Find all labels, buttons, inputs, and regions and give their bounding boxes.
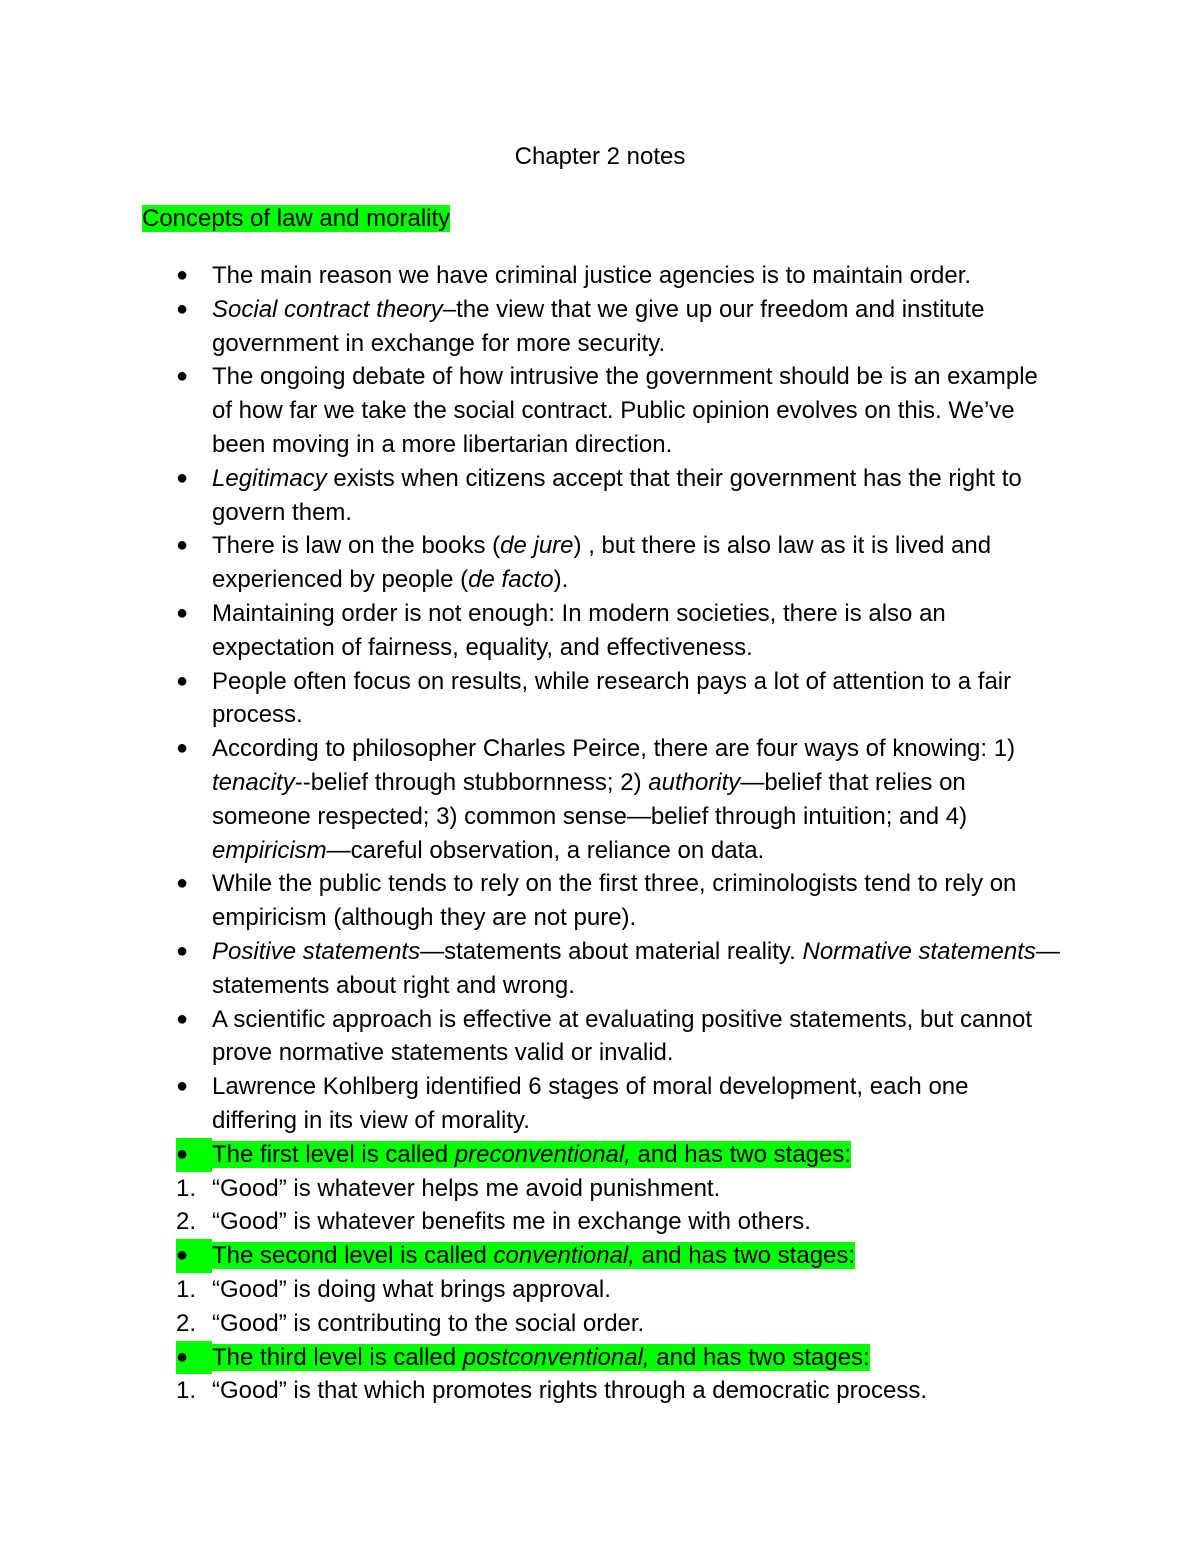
text-run: The third level is called [212,1343,463,1371]
italic-term: de facto [468,566,554,594]
text-run: Lawrence Kohlberg identified 6 stages of moral development, each one differing in its view of morality. [212,1073,969,1134]
item-text [212,870,1016,931]
italic-term: preconventional, [454,1140,631,1168]
item-text [212,600,946,661]
item-text [212,1006,1032,1067]
bullet-marker: ● [176,1239,212,1273]
item-text [212,262,971,289]
bullet-item [0,293,1200,361]
italic-term: Legitimacy [212,464,327,492]
item-text [212,1073,968,1134]
item-text [212,1175,720,1202]
bullet-item [0,597,1200,665]
text-run: A scientific approach is effective at evaluating positive statements, but cannot prove normative statements valid or invalid. [212,1005,1033,1067]
number-marker: 1. [176,1174,197,1202]
text-run: According to philosopher Charles Peirce, there are four ways of knowing: 1) [212,735,1016,763]
bullet-marker: ● [176,466,189,489]
bullet-marker: ● [176,534,189,557]
bullet-item [0,935,1200,1003]
text-run: While the public tends to rely on the first three, criminologists tend to rely on empiricism (although they are not pure). [212,870,1017,932]
bullet-marker: ● [176,1075,189,1098]
number-marker: 1. [176,1275,197,1303]
italic-term: conventional, [493,1242,635,1270]
text-run: “Good” is contributing to the social order. [212,1309,645,1337]
numbered-item [0,1273,1200,1307]
item-text [212,532,991,593]
text-run: The ongoing debate of how intrusive the government should be is an example of how far we take the social contract. Public opinion evolves on this. We’ve been moving in a more libertarian direction. [212,363,1038,458]
numbered-item [0,1307,1200,1341]
bullet-item [0,1341,1200,1375]
item-text [212,938,1060,999]
italic-term: Positive statements [212,937,421,965]
bullet-marker: ● [176,669,189,692]
text-run: “Good” is whatever helps me avoid punishment. [212,1174,721,1202]
bullet-marker: ● [176,737,189,760]
section-heading [142,202,450,236]
bullet-marker: ● [176,1007,189,1030]
bullet-marker: ● [176,264,189,286]
italic-term: postconventional, [462,1343,650,1371]
numbered-item [0,1172,1200,1206]
item-text [212,668,1011,729]
bullet-marker: ● [176,365,189,388]
bullet-marker: ● [176,1341,212,1375]
item-text [212,735,1015,863]
text-run: –the view that we give up our freedom and institute government in exchange for more security. [212,295,985,357]
section-heading-text: Concepts of law and morality [142,205,451,232]
text-run: and has two stages: [634,1242,856,1270]
item-text [212,1242,855,1269]
item-text [212,1377,927,1404]
text-run: Maintaining order is not enough: In modern societies, there is also an expectation of fairness, equality, and effectiveness. [212,599,946,661]
bullet-item [0,1070,1200,1138]
bullet-item [0,1003,1200,1071]
number-marker: 2. [176,1309,197,1337]
text-run: “Good” is that which promotes rights through a democratic process. [212,1377,927,1405]
number-marker: 1. [176,1377,197,1405]
item-text [212,363,1038,458]
item-text [212,1141,851,1168]
bullet-marker: ● [176,601,189,624]
bullet-item [0,732,1200,867]
italic-term: de jure [500,532,574,560]
text-run: “Good” is whatever benefits me in exchange with others. [212,1208,811,1236]
bullet-item [0,867,1200,935]
bullet-marker: ● [176,939,189,962]
text-run: “Good” is doing what brings approval. [212,1275,611,1303]
text-run: —statements about right and wrong. [212,937,1060,999]
item-text [212,465,1022,526]
italic-term: tenacity [212,768,295,796]
bullet-item [0,529,1200,597]
number-marker: 2. [176,1208,197,1236]
text-run: ) , but there is also law as it is lived and experienced by people ( [212,532,992,594]
text-run: The first level is called [212,1140,455,1168]
item-text [212,1208,811,1235]
bullet-item [0,1239,1200,1273]
bullet-item [0,259,1200,293]
item-text [212,1344,870,1371]
bullet-marker: ● [176,297,189,320]
text-run: People often focus on results, while research pays a lot of attention to a fair process. [212,667,1012,729]
bullet-item [0,360,1200,461]
item-text [212,1276,611,1303]
text-run: and has two stages: [649,1343,870,1371]
text-run: —careful observation, a reliance on data. [326,836,765,864]
text-run: The second level is called [212,1242,494,1270]
text-run: ). [553,566,569,594]
text-run: The main reason we have criminal justice agencies is to maintain order. [212,262,972,289]
numbered-item [0,1205,1200,1239]
text-run: exists when citizens accept that their government has the right to govern them. [212,464,1022,526]
bullet-item [0,1138,1200,1172]
bullet-item [0,665,1200,733]
text-run: —belief that relies on someone respected; 3) common sense—belief through intuition; and 4) [212,768,968,830]
text-run: —statements about material reality. [420,937,803,965]
bullet-item [0,462,1200,530]
text-run: and has two stages: [630,1140,852,1168]
bullet-marker: ● [176,1138,212,1172]
italic-term: Normative statements [802,937,1036,965]
page-title: Chapter 2 notes [514,143,686,170]
notes-list [0,259,1200,1408]
italic-term: empiricism [212,836,327,864]
numbered-item [0,1374,1200,1408]
text-run: --belief through stubbornness; 2) [294,768,649,796]
italic-term: Social contract theory [212,295,443,323]
text-run: There is law on the books ( [212,532,501,560]
bullet-marker: ● [176,872,189,895]
item-text [212,1310,644,1337]
italic-term: authority [648,768,741,796]
item-text [212,296,984,357]
